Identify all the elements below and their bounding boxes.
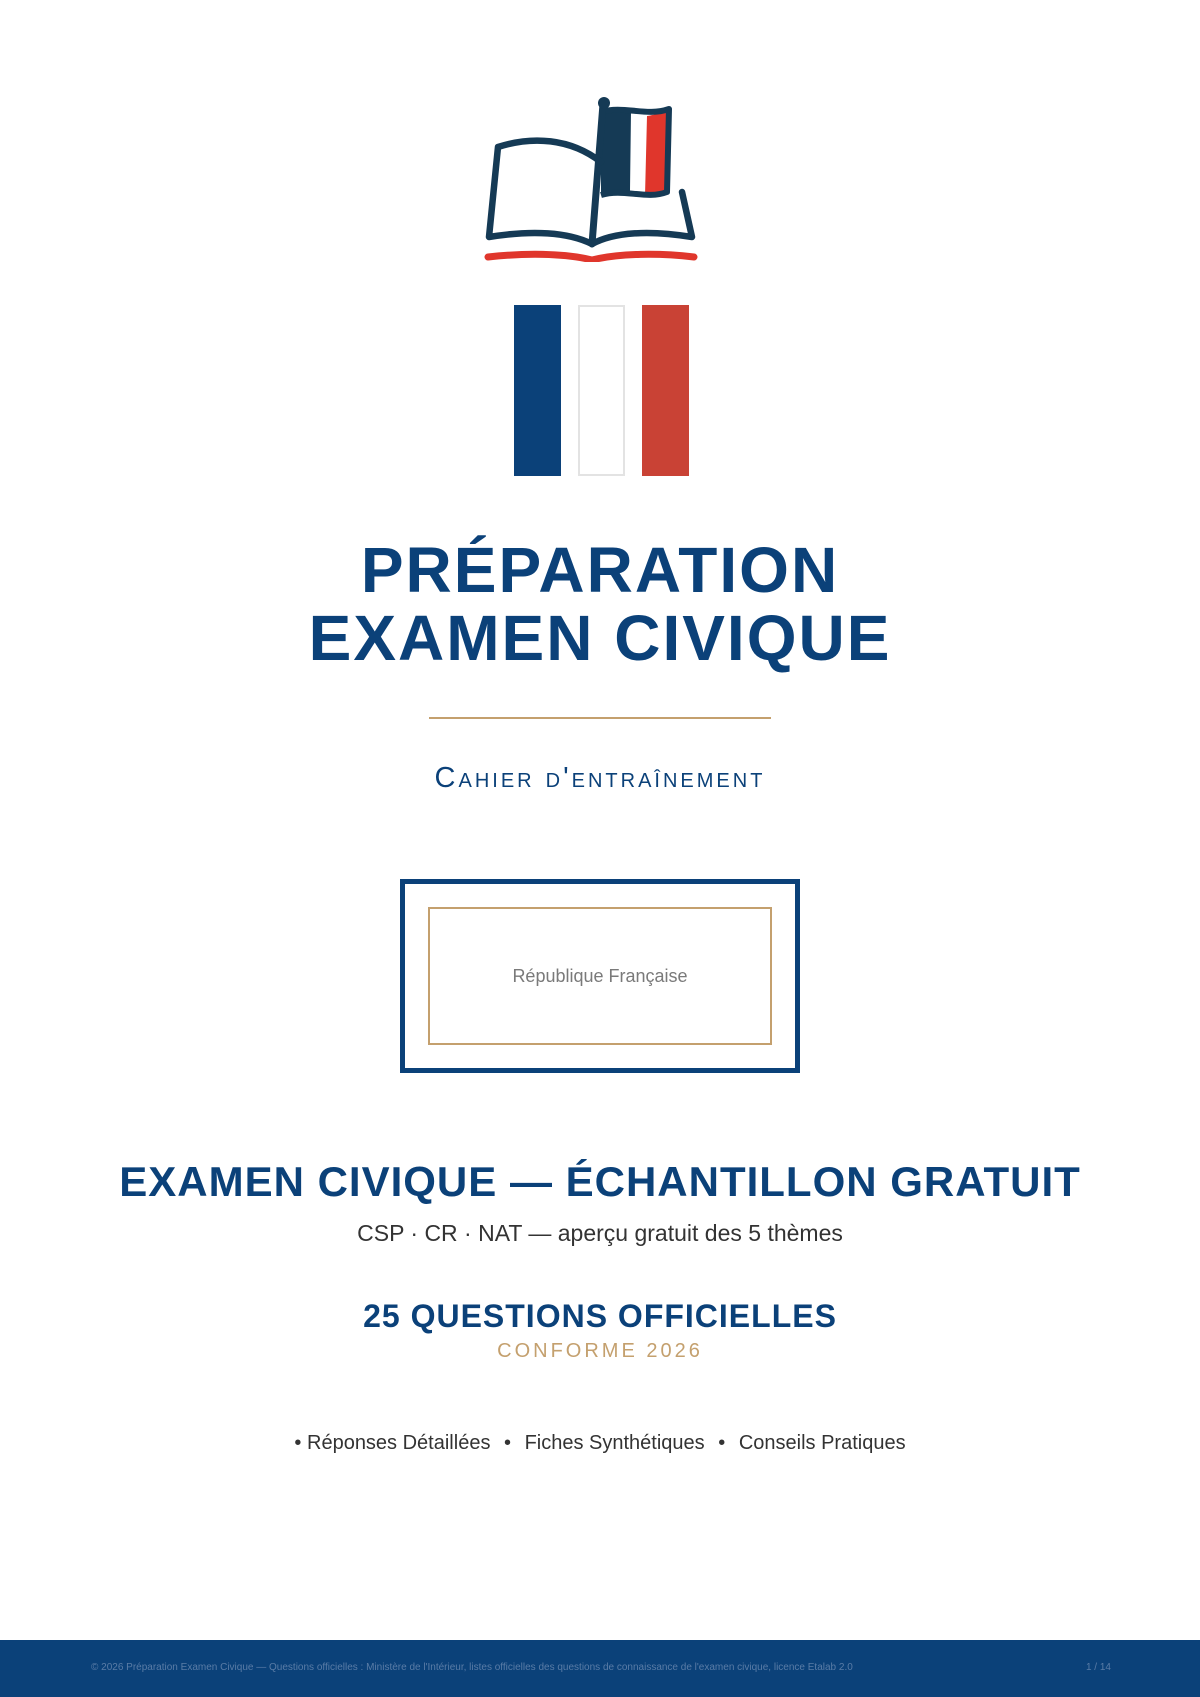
- subtitle: Cahier d'entraînement: [434, 762, 766, 794]
- bullet-icon: •: [718, 1432, 726, 1454]
- footer-copyright: © 2026 Préparation Examen Civique — Questions officielles : Ministère de l'Intérieur, listes officielles des questions de connaissance de l'examen civique, licence Etalab 2.0: [91, 1662, 853, 1673]
- sample-title: EXAMEN CIVIQUE — ÉCHANTILLON GRATUIT: [119, 1158, 1081, 1205]
- compliance-label: CONFORME 2026: [497, 1340, 703, 1362]
- tricolor-flag: [514, 305, 689, 476]
- feature-item: Conseils Pratiques: [738, 1432, 906, 1454]
- flag-blue-band: [514, 305, 561, 476]
- book-flag-icon: [484, 92, 714, 262]
- bullet-icon: •: [504, 1432, 512, 1454]
- main-title-line-1: PRÉPARATION: [360, 534, 840, 606]
- flag-white-band: [578, 305, 625, 476]
- footer-bar: [0, 1640, 1200, 1697]
- title-divider: [429, 717, 771, 719]
- emblem-frame: [400, 879, 800, 1073]
- feature-item: Fiches Synthétiques: [524, 1432, 705, 1454]
- page-number: 1 / 14: [1085, 1662, 1111, 1673]
- main-title: [0, 536, 1200, 672]
- feature-item: Réponses Détaillées: [307, 1432, 491, 1454]
- questions-heading: 25 QUESTIONS OFFICIELLES: [363, 1298, 837, 1334]
- emblem-label: République Française: [512, 965, 688, 986]
- features-list: [0, 1432, 1200, 1455]
- flag-red-band: [642, 305, 689, 476]
- bullet-icon: •: [294, 1432, 302, 1454]
- sample-subtitle: CSP · CR · NAT — aperçu gratuit des 5 thèmes: [357, 1220, 843, 1246]
- main-title-line-2: EXAMEN CIVIQUE: [308, 602, 892, 674]
- emblem-inner-frame: [428, 907, 772, 1045]
